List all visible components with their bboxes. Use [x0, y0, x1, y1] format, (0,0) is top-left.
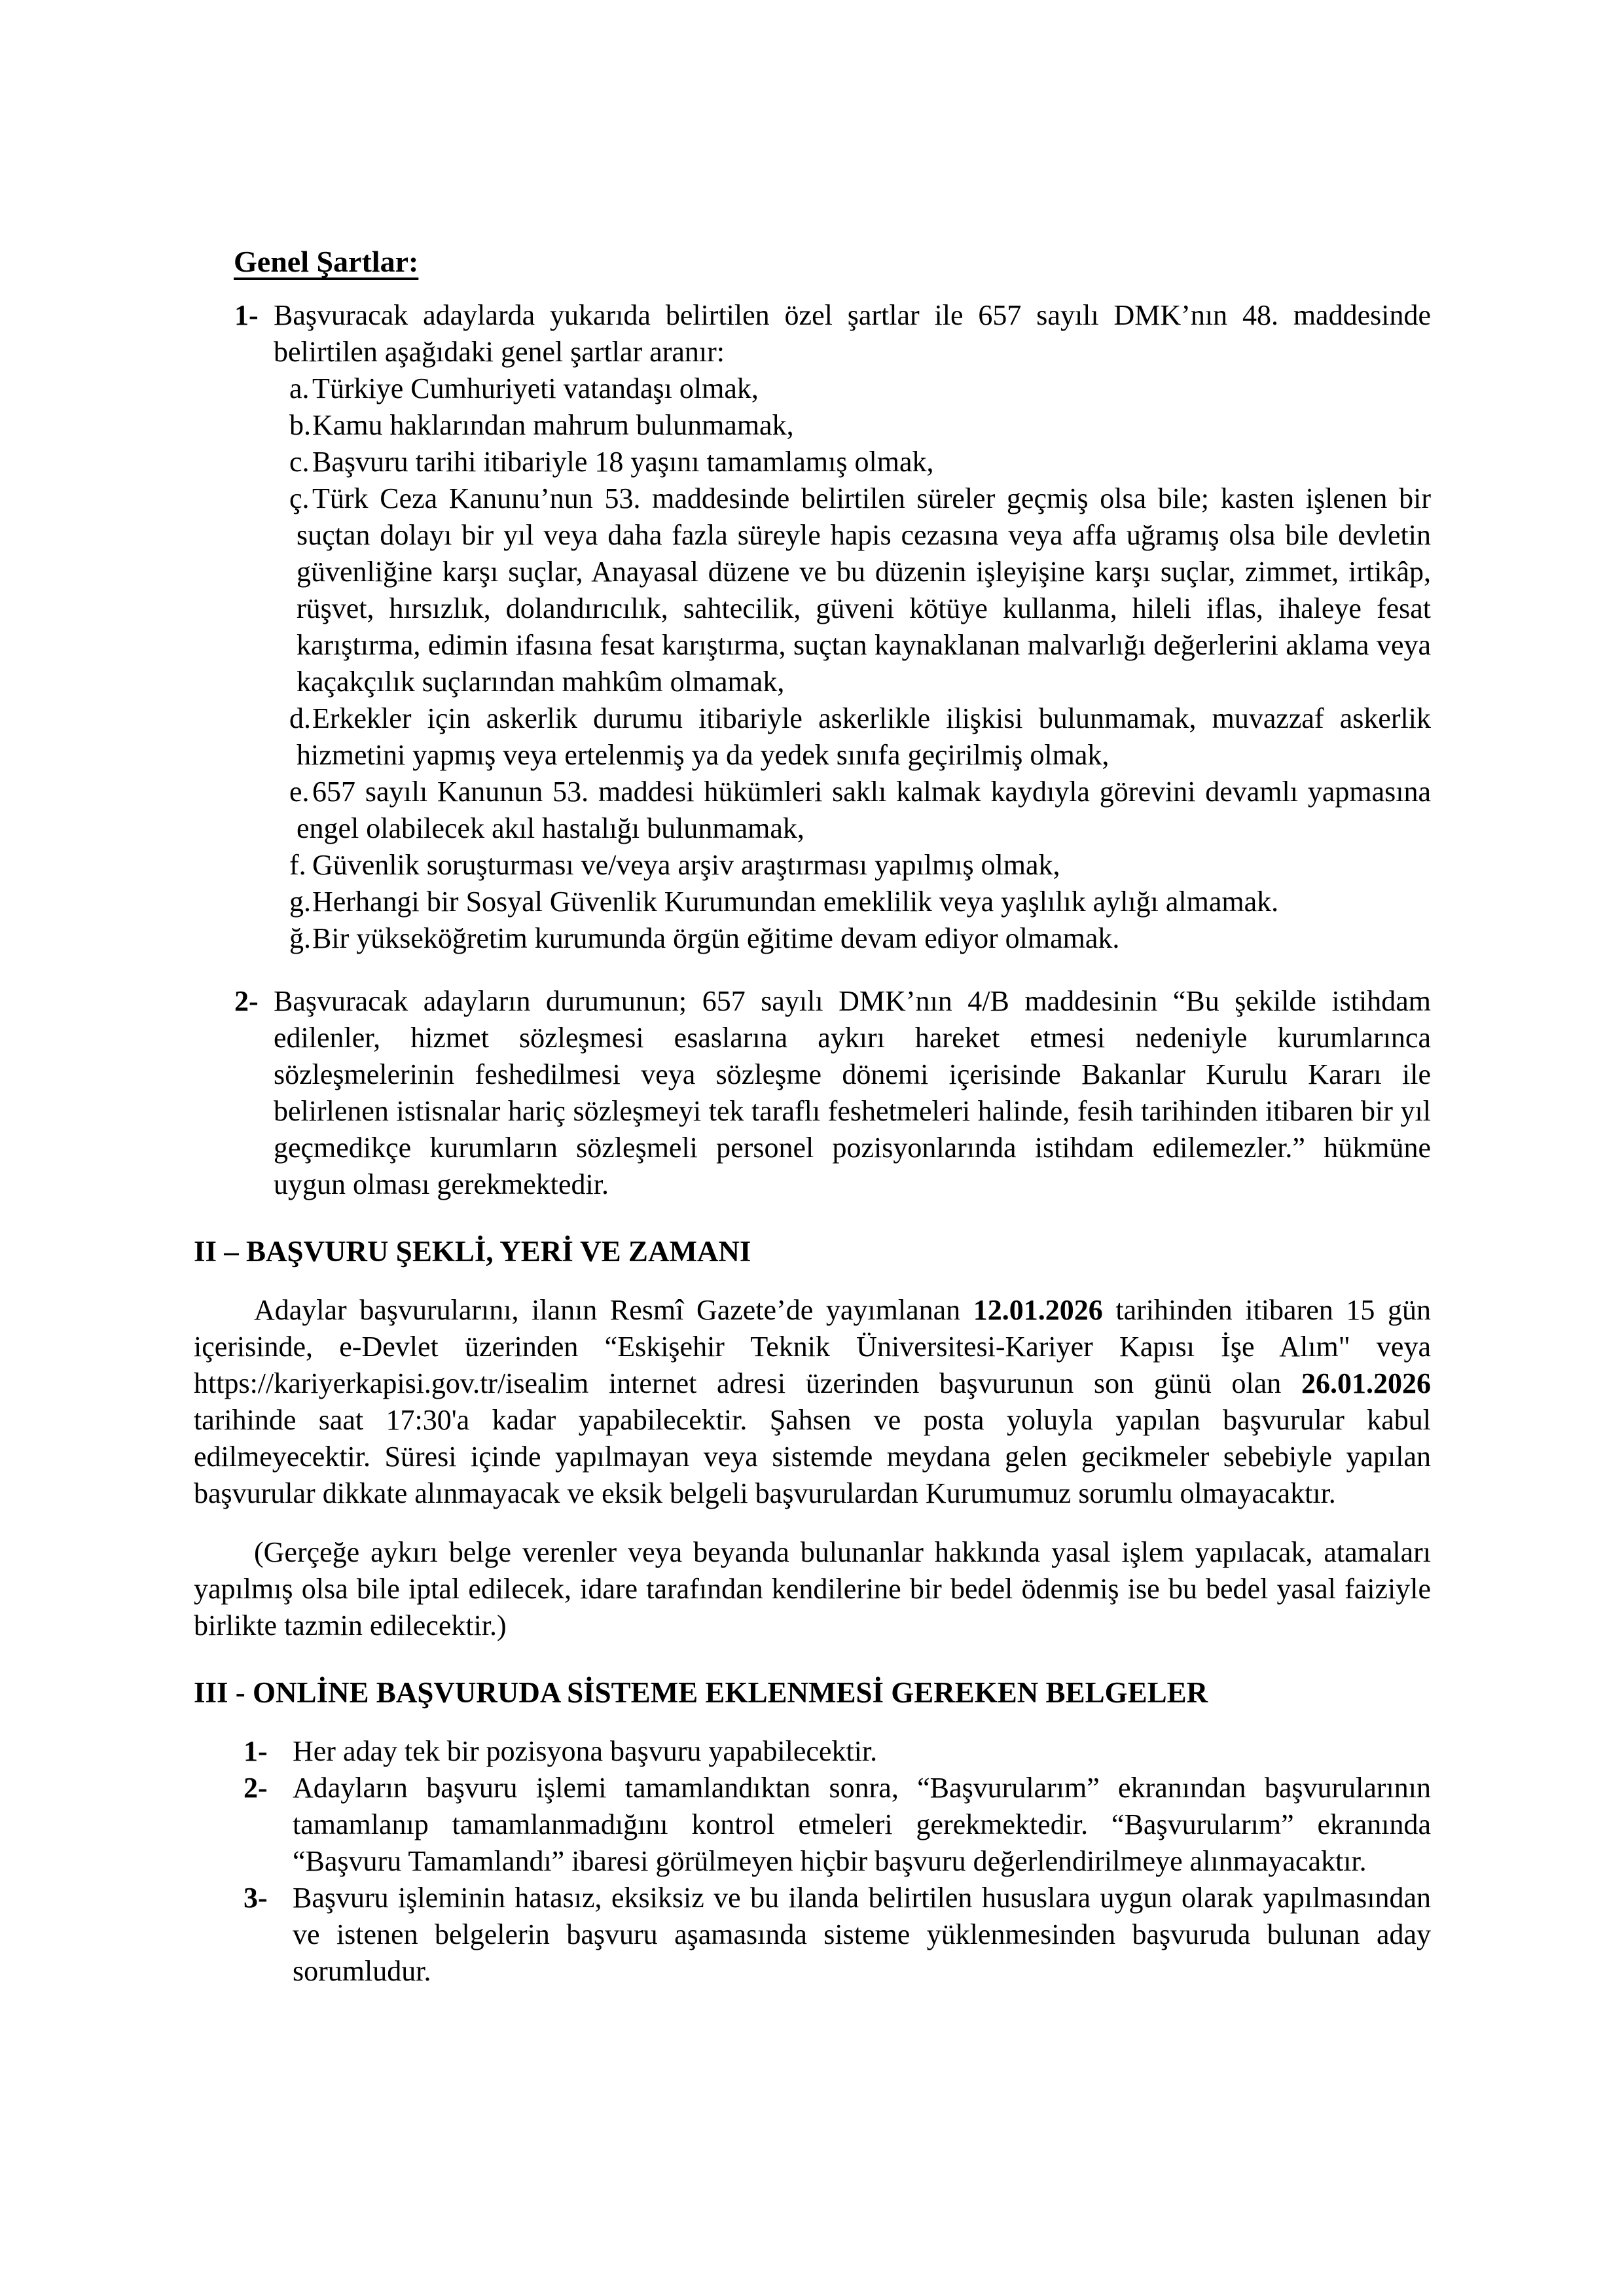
sub-item-marker: e. — [289, 776, 310, 808]
sub-item-text: 657 sayılı Kanunun 53. maddesi hükümleri saklı kalmak kaydıyla görevini devamlı yapmasına engel olabilecek akıl hastalığı bulunmamak, — [297, 776, 1431, 844]
sub-item-text: Bir yükseköğretim kurumunda örgün eğitime devam ediyor olmamak. — [312, 922, 1120, 954]
sub-item-d — [274, 700, 1431, 774]
sub-item-marker: d. — [289, 702, 311, 734]
list-item-marker: 1- — [244, 1735, 268, 1767]
application-paragraph-part2: tarihinden itibaren 15 gün içerisinde, e-Devlet üzerinden “Eskişehir Teknik Üniversitesi-Kariyer Kapısı İşe Alım" veya https://kariyerkapisi.gov.tr/isealim internet adresi üzerinden başvurunun son günü olan — [194, 1294, 1431, 1399]
application-paragraph — [194, 1292, 1431, 1512]
list-item-text: Her aday tek bir pozisyona başvuru yapabilecektir. — [293, 1735, 878, 1767]
sub-item-marker: f. — [289, 849, 306, 881]
document-content — [194, 243, 1431, 1990]
list-item-text: Başvuracak adaylarda yukarıda belirtilen özel şartlar ile 657 sayılı DMK’nın 48. maddesinde belirtilen aşağıdaki genel şartlar aranır: — [274, 299, 1431, 368]
general-conditions-item-1 — [194, 297, 1431, 957]
list-item-text: Başvuru işleminin hatasız, eksiksiz ve bu ilanda belirtilen hususlara uygun olarak yapılmasından ve istenen belgelerin başvuru aşamasında sisteme yüklenmesinden başvuruda bulunan aday sorumludur. — [293, 1882, 1431, 1987]
list-item-marker: 2- — [244, 1772, 268, 1804]
general-conditions-item-2 — [194, 983, 1431, 1203]
sub-item-marker: b. — [289, 409, 311, 441]
section-ii-heading: II – BAŞVURU ŞEKLİ, YERİ VE ZAMANI — [194, 1235, 751, 1268]
sub-item-marker: c. — [289, 446, 310, 478]
sub-item-marker: ğ. — [289, 922, 311, 954]
section-iii-heading: III - ONLİNE BAŞVURUDA SİSTEME EKLENMESİ GEREKEN BELGELER — [194, 1676, 1208, 1709]
documents-item-1 — [194, 1733, 1431, 1770]
list-item-marker: 1- — [234, 299, 259, 331]
sub-item-e — [274, 774, 1431, 847]
sub-item-text: Başvuru tarihi itibariyle 18 yaşını tamamlamış olmak, — [312, 446, 934, 478]
documents-item-2 — [194, 1770, 1431, 1880]
general-conditions-heading-text: Genel Şartlar: — [234, 245, 419, 278]
sub-item-text: Kamu haklarından mahrum bulunmamak, — [312, 409, 794, 441]
list-item-text: Başvuracak adayların durumunun; 657 sayılı DMK’nın 4/B maddesinin “Bu şekilde istihdam edilenler, hizmet sözleşmesi esaslarına aykırı hareket etmesi nedeniyle kurumlarınca sözleşmelerinin feshedilmesi veya sözleşme dönemi içerisinde Bakanlar Kurulu Kararı ile belirlenen istisnalar hariç sözleşmeyi tek taraflı feshetmeleri halinde, fesih tarihinden itibaren bir yıl geçmedikçe kurumların sözleşmeli personel pozisyonlarında istihdam edilemezler.” hükmüne uygun olması gerekmektedir. — [274, 985, 1431, 1200]
general-conditions-heading — [234, 243, 1431, 280]
list-item-text: Adayların başvuru işlemi tamamlandıktan sonra, “Başvurularım” ekranından başvurularının tamamlanıp tamamlanmadığını kontrol etmeleri gerekmektedir. “Başvurularım” ekranında “Başvuru Tamamlandı” ibaresi görülmeyen hiçbir başvuru değerlendirilmeye alınmayacaktır. — [293, 1772, 1431, 1877]
sub-item-text: Herhangi bir Sosyal Güvenlik Kurumundan emeklilik veya yaşlılık aylığı almamak. — [312, 886, 1279, 918]
sub-item-a — [274, 370, 1431, 407]
sub-item-text: Türk Ceza Kanunu’nun 53. maddesinde belirtilen süreler geçmiş olsa bile; kasten işlenen bir suçtan dolayı bir yıl veya daha fazla süreyle hapis cezasına veya affa uğramış olsa bile devletin güvenliğine karşı suçlar, Anayasal düzene ve bu düzenin işleyişine karşı suçlar, zimmet, irtikâp, rüşvet, hırsızlık, dolandırıcılık, sahtecilik, güveni kötüye kullanma, hileli iflas, ihaleye fesat karıştırma, edimin ifasına fesat karıştırma, suçtan kaynaklanan malvarlığı değerlerini aklama veya kaçakçılık suçlarından mahkûm olmamak, — [297, 482, 1431, 698]
application-paragraph-part3: tarihinde saat 17:30'a kadar yapabilecektir. Şahsen ve posta yoluyla yapılan başvurular kabul edilmeyecektir. Süresi içinde yapılmayan veya sistemde meydana gelen gecikmeler sebebiyle yapılan başvurular dikkate alınmayacak ve eksik belgeli başvurulardan Kurumumuz sorumlu olmayacaktır. — [194, 1404, 1431, 1509]
sub-item-cc — [274, 480, 1431, 700]
sub-item-c — [274, 444, 1431, 480]
sub-item-f — [274, 847, 1431, 884]
sub-item-marker: ç. — [289, 482, 310, 514]
sub-item-marker: a. — [289, 372, 310, 404]
publication-date: 12.01.2026 — [973, 1294, 1103, 1326]
sub-item-g — [274, 884, 1431, 920]
disclaimer-paragraph: (Gerçeğe aykırı belge verenler veya beyanda bulunanlar hakkında yasal işlem yapılacak, atamaları yapılmış olsa bile iptal edilecek, idare tarafından kendilerine bir bedel ödenmiş ise bu bedel yasal faiziyle birlikte tazmin edilecektir.) — [194, 1536, 1431, 1641]
sub-item-gg — [274, 920, 1431, 957]
list-item-marker: 2- — [234, 985, 259, 1017]
list-item-marker: 3- — [244, 1882, 268, 1914]
sub-item-text: Erkekler için askerlik durumu itibariyle askerlikle ilişkisi bulunmamak, muvazzaf askerlik hizmetini yapmış veya ertelenmiş ya da yedek sınıfa geçirilmiş olmak, — [297, 702, 1431, 771]
sub-item-text: Türkiye Cumhuriyeti vatandaşı olmak, — [312, 372, 759, 404]
application-deadline-date: 26.01.2026 — [1301, 1367, 1431, 1399]
sub-item-b — [274, 407, 1431, 444]
documents-item-3 — [194, 1880, 1431, 1990]
application-paragraph-part1: Adaylar başvurularını, ilanın Resmî Gazete’de yayımlanan — [254, 1294, 973, 1326]
sub-item-marker: g. — [289, 886, 311, 918]
sub-item-text: Güvenlik soruşturması ve/veya arşiv araştırması yapılmış olmak, — [312, 849, 1060, 881]
